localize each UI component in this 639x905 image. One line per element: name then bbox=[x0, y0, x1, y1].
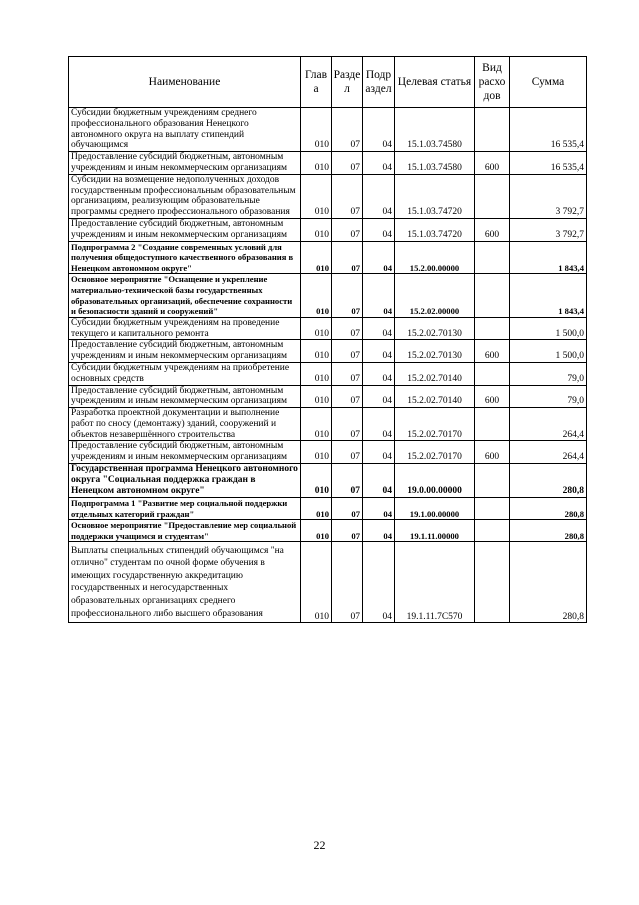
table-row bbox=[69, 317, 587, 340]
cell-article: 19.1.11.7C570 bbox=[395, 542, 475, 623]
table-row bbox=[69, 441, 587, 464]
cell-razdel: 07 bbox=[332, 174, 363, 218]
cell-sum: 280,8 bbox=[510, 498, 587, 520]
cell-razdel: 07 bbox=[332, 441, 363, 464]
cell-article: 19.1.11.00000 bbox=[395, 520, 475, 542]
cell-vid bbox=[475, 317, 510, 340]
cell-glava: 010 bbox=[301, 520, 332, 542]
cell-sum: 79,0 bbox=[510, 385, 587, 408]
cell-article: 15.2.02.70130 bbox=[395, 340, 475, 363]
cell-article: 15.2.02.70140 bbox=[395, 362, 475, 385]
cell-razdel: 07 bbox=[332, 520, 363, 542]
cell-podrazdel: 04 bbox=[363, 174, 395, 218]
cell-sum: 264,4 bbox=[510, 441, 587, 464]
table-row bbox=[69, 498, 587, 520]
table-row bbox=[69, 274, 587, 317]
cell-podrazdel: 04 bbox=[363, 362, 395, 385]
cell-sum: 79,0 bbox=[510, 362, 587, 385]
cell-name: Предоставление субсидий бюджетным, автономным учреждениям и иным некоммерческим организациям bbox=[69, 441, 301, 464]
table-row bbox=[69, 520, 587, 542]
cell-vid bbox=[475, 274, 510, 317]
table-row bbox=[69, 542, 587, 623]
cell-name: Предоставление субсидий бюджетным, автономным учреждениям и иным некоммерческим организациям bbox=[69, 152, 301, 175]
cell-razdel: 07 bbox=[332, 385, 363, 408]
cell-vid: 600 bbox=[475, 218, 510, 241]
cell-article: 15.2.02.70140 bbox=[395, 385, 475, 408]
cell-vid: 600 bbox=[475, 385, 510, 408]
cell-vid bbox=[475, 174, 510, 218]
cell-vid bbox=[475, 108, 510, 152]
cell-razdel: 07 bbox=[332, 498, 363, 520]
table-row bbox=[69, 108, 587, 152]
budget-table bbox=[68, 56, 587, 623]
cell-razdel: 07 bbox=[332, 241, 363, 274]
cell-vid bbox=[475, 498, 510, 520]
cell-glava: 010 bbox=[301, 241, 332, 274]
cell-razdel: 07 bbox=[332, 108, 363, 152]
cell-sum: 280,8 bbox=[510, 520, 587, 542]
cell-article: 15.2.02.70170 bbox=[395, 408, 475, 441]
cell-sum: 1 843,4 bbox=[510, 241, 587, 274]
cell-article: 15.2.02.70130 bbox=[395, 317, 475, 340]
table-row bbox=[69, 152, 587, 175]
cell-glava: 010 bbox=[301, 385, 332, 408]
cell-podrazdel: 04 bbox=[363, 385, 395, 408]
header-article: Целевая статья bbox=[395, 57, 475, 108]
cell-name: Субсидии бюджетным учреждениям среднего профессионального образования Ненецкого автономного округа на выплату стипендий обучающимся bbox=[69, 108, 301, 152]
table-row bbox=[69, 385, 587, 408]
cell-vid bbox=[475, 464, 510, 498]
cell-glava: 010 bbox=[301, 152, 332, 175]
cell-vid bbox=[475, 241, 510, 274]
header-vid: Вид расхо дов bbox=[475, 57, 510, 108]
cell-sum: 3 792,7 bbox=[510, 218, 587, 241]
cell-glava: 010 bbox=[301, 218, 332, 241]
cell-name: Основное мероприятие "Оснащение и укрепление материально-технической базы государственных образовательных организаций, обеспечение сохранности и безопасности зданий и сооружений" bbox=[69, 274, 301, 317]
table-row bbox=[69, 408, 587, 441]
cell-article: 15.2.02.70170 bbox=[395, 441, 475, 464]
cell-name: Предоставление субсидий бюджетным, автономным учреждениям и иным некоммерческим организациям bbox=[69, 218, 301, 241]
cell-sum: 3 792,7 bbox=[510, 174, 587, 218]
cell-razdel: 07 bbox=[332, 218, 363, 241]
header-name: Наименование bbox=[69, 57, 301, 108]
cell-podrazdel: 04 bbox=[363, 152, 395, 175]
cell-name: Выплаты специальных стипендий обучающимся "на отлично" студентам по очной форме обучения в имеющих государственную аккредитацию государственных и негосударственных образовательных организациях среднего профессионального либо высшего образования bbox=[69, 542, 301, 623]
header-glava: Глав а bbox=[301, 57, 332, 108]
cell-podrazdel: 04 bbox=[363, 542, 395, 623]
table-body bbox=[69, 108, 587, 623]
cell-name: Разработка проектной документации и выполнение работ по сносу (демонтажу) зданий, сооружений и объектов незавершённого строительства bbox=[69, 408, 301, 441]
cell-razdel: 07 bbox=[332, 464, 363, 498]
cell-article: 15.2.02.00000 bbox=[395, 274, 475, 317]
page-number: 22 bbox=[313, 838, 326, 852]
cell-name: Подпрограмма 2 "Создание современных условий для получения общедоступного качественного образования в Ненецком автономном округе" bbox=[69, 241, 301, 274]
cell-razdel: 07 bbox=[332, 408, 363, 441]
table-row bbox=[69, 218, 587, 241]
cell-vid bbox=[475, 362, 510, 385]
cell-glava: 010 bbox=[301, 317, 332, 340]
cell-podrazdel: 04 bbox=[363, 241, 395, 274]
cell-podrazdel: 04 bbox=[363, 464, 395, 498]
cell-razdel: 07 bbox=[332, 340, 363, 363]
table-row bbox=[69, 362, 587, 385]
cell-vid bbox=[475, 542, 510, 623]
cell-vid: 600 bbox=[475, 441, 510, 464]
cell-article: 15.1.03.74580 bbox=[395, 108, 475, 152]
cell-article: 19.1.00.00000 bbox=[395, 498, 475, 520]
cell-sum: 1 843,4 bbox=[510, 274, 587, 317]
header-razdel: Разде л bbox=[332, 57, 363, 108]
cell-podrazdel: 04 bbox=[363, 520, 395, 542]
table-row bbox=[69, 464, 587, 498]
cell-glava: 010 bbox=[301, 340, 332, 363]
cell-name: Предоставление субсидий бюджетным, автономным учреждениям и иным некоммерческим организациям bbox=[69, 340, 301, 363]
cell-podrazdel: 04 bbox=[363, 498, 395, 520]
cell-glava: 010 bbox=[301, 408, 332, 441]
cell-name: Подпрограмма 1 "Развитие мер социальной поддержки отдельных категорий граждан" bbox=[69, 498, 301, 520]
cell-vid bbox=[475, 520, 510, 542]
cell-article: 19.0.00.00000 bbox=[395, 464, 475, 498]
cell-name: Государственная программа Ненецкого автономного округа "Социальная поддержка граждан в Ненецком автономном округе" bbox=[69, 464, 301, 498]
cell-glava: 010 bbox=[301, 542, 332, 623]
header-podrazdel: Подр аздел bbox=[363, 57, 395, 108]
cell-name: Предоставление субсидий бюджетным, автономным учреждениям и иным некоммерческим организациям bbox=[69, 385, 301, 408]
cell-podrazdel: 04 bbox=[363, 317, 395, 340]
table-row bbox=[69, 174, 587, 218]
cell-glava: 010 bbox=[301, 174, 332, 218]
cell-glava: 010 bbox=[301, 362, 332, 385]
cell-sum: 264,4 bbox=[510, 408, 587, 441]
cell-podrazdel: 04 bbox=[363, 408, 395, 441]
header-sum: Сумма bbox=[510, 57, 587, 108]
cell-sum: 16 535,4 bbox=[510, 152, 587, 175]
cell-podrazdel: 04 bbox=[363, 340, 395, 363]
cell-article: 15.1.03.74720 bbox=[395, 218, 475, 241]
cell-article: 15.1.03.74720 bbox=[395, 174, 475, 218]
cell-name: Основное мероприятие "Предоставление мер социальной поддержки учащимся и студентам" bbox=[69, 520, 301, 542]
cell-razdel: 07 bbox=[332, 362, 363, 385]
cell-sum: 1 500,0 bbox=[510, 317, 587, 340]
cell-sum: 280,8 bbox=[510, 542, 587, 623]
cell-glava: 010 bbox=[301, 498, 332, 520]
cell-glava: 010 bbox=[301, 274, 332, 317]
cell-name: Субсидии бюджетным учреждениям на проведение текущего и капитального ремонта bbox=[69, 317, 301, 340]
table-row bbox=[69, 340, 587, 363]
cell-razdel: 07 bbox=[332, 152, 363, 175]
cell-podrazdel: 04 bbox=[363, 108, 395, 152]
cell-name: Субсидии на возмещение недополученных доходов государственным профессиональным образовательным организациям, реализующим образовательные программы среднего профессионального образования bbox=[69, 174, 301, 218]
cell-vid: 600 bbox=[475, 340, 510, 363]
cell-glava: 010 bbox=[301, 441, 332, 464]
cell-vid: 600 bbox=[475, 152, 510, 175]
cell-glava: 010 bbox=[301, 108, 332, 152]
table-row bbox=[69, 241, 587, 274]
cell-podrazdel: 04 bbox=[363, 441, 395, 464]
cell-razdel: 07 bbox=[332, 274, 363, 317]
cell-article: 15.2.00.00000 bbox=[395, 241, 475, 274]
cell-sum: 1 500,0 bbox=[510, 340, 587, 363]
cell-vid bbox=[475, 408, 510, 441]
table-header-row bbox=[69, 57, 587, 108]
cell-sum: 16 535,4 bbox=[510, 108, 587, 152]
cell-razdel: 07 bbox=[332, 317, 363, 340]
cell-name: Субсидии бюджетным учреждениям на приобретение основных средств bbox=[69, 362, 301, 385]
cell-sum: 280,8 bbox=[510, 464, 587, 498]
cell-razdel: 07 bbox=[332, 542, 363, 623]
cell-podrazdel: 04 bbox=[363, 274, 395, 317]
cell-article: 15.1.03.74580 bbox=[395, 152, 475, 175]
cell-glava: 010 bbox=[301, 464, 332, 498]
cell-podrazdel: 04 bbox=[363, 218, 395, 241]
